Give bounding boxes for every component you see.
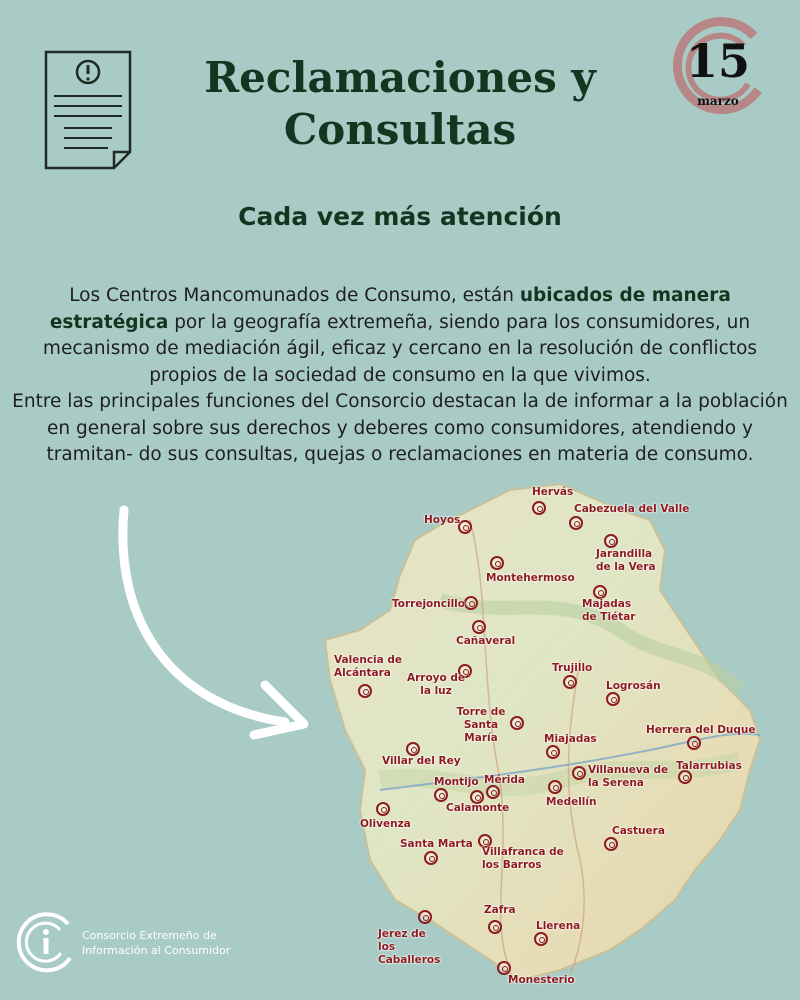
map-marker <box>546 745 560 759</box>
map-marker <box>490 556 504 570</box>
town-label-trujillo: Trujillo <box>552 662 593 674</box>
town-label-villanueva: Villanueva de la Serena <box>588 764 669 789</box>
map-marker <box>548 780 562 794</box>
town-label-miajadas: Miajadas <box>544 733 597 745</box>
map-marker <box>486 785 500 799</box>
arrow-icon <box>100 500 320 740</box>
map-marker <box>424 851 438 865</box>
town-label-torre-santa-maria: Torre de Santa María <box>456 706 506 744</box>
town-label-herrera: Herrera del Duque <box>646 724 756 736</box>
map-marker <box>472 620 486 634</box>
town-label-villar-del-rey: Villar del Rey <box>382 755 461 767</box>
map-marker <box>376 802 390 816</box>
town-label-calamonte: Calamonte <box>446 802 510 814</box>
extremadura-map <box>320 480 800 1000</box>
town-label-hervas: Hervás <box>532 486 574 498</box>
body-text <box>12 283 788 469</box>
map-marker <box>687 736 701 750</box>
paragraph-1: Los Centros Mancomunados de Consumo, están ubicados de manera estratégica por la geografía extremeña, siendo para los consumidores, un mecanismo de mediación ágil, eficaz y cercano en la resolución de conflictos propios de la sociedad de consumo en la que vivimos. <box>42 285 758 386</box>
map-marker <box>532 501 546 515</box>
paragraph-2: Entre las principales funciones del Consorcio destacan la de informar a la población en general sobre sus derechos y deberes como consumidores, atendiendo y tramitan- do sus consultas, quejas o reclamaciones en materia de consumo. <box>12 391 788 465</box>
town-label-santa-marta: Santa Marta <box>400 838 473 850</box>
town-label-canaveral: Cañaveral <box>456 635 516 647</box>
town-label-jarandilla: Jarandilla de la Vera <box>596 548 656 573</box>
map-marker <box>358 684 372 698</box>
map-marker <box>497 961 511 975</box>
map-marker <box>604 534 618 548</box>
town-label-villafranca: Villafranca de los Barros <box>482 846 564 871</box>
subtitle: Cada vez más atención <box>238 202 562 231</box>
map-marker <box>434 788 448 802</box>
town-label-llerena: Llerena <box>536 920 581 932</box>
map-marker <box>572 766 586 780</box>
badge-number: 15 <box>685 34 750 88</box>
map-marker <box>488 920 502 934</box>
town-label-merida: Mérida <box>484 774 525 786</box>
town-label-olivenza: Olivenza <box>360 818 411 830</box>
town-label-medellin: Medellín <box>546 796 597 808</box>
map-marker <box>534 932 548 946</box>
map-marker <box>606 692 620 706</box>
map-marker <box>563 675 577 689</box>
consorcio-logo-text: Consorcio Extremeño de Información al Consumidor <box>82 929 231 957</box>
document-warning-icon <box>42 48 134 172</box>
town-label-monesterio: Monesterio <box>508 974 575 986</box>
title-line-1: Reclamaciones y <box>204 53 596 102</box>
town-label-zafra: Zafra <box>484 904 516 916</box>
bold-phrase: ubicados de manera estratégica <box>49 285 731 333</box>
town-label-hoyos: Hoyos <box>424 514 461 526</box>
title-line-2: Consultas <box>283 105 517 154</box>
page-title <box>150 52 650 156</box>
map-marker <box>406 742 420 756</box>
town-label-montehermoso: Montehermoso <box>486 572 575 584</box>
map-marker <box>464 596 478 610</box>
town-label-cabezuela: Cabezuela del Valle <box>574 503 690 515</box>
map-marker <box>569 516 583 530</box>
map-marker <box>593 585 607 599</box>
map-marker <box>418 910 432 924</box>
town-label-jerez: Jerez de los Caballeros <box>378 928 441 966</box>
town-label-castuera: Castuera <box>612 825 665 837</box>
badge-label: marzo <box>697 94 739 108</box>
date-badge <box>666 14 770 118</box>
town-label-logrosan: Logrosán <box>606 680 661 692</box>
town-label-torrejoncillo: Torrejoncillo <box>392 598 465 610</box>
town-label-valencia: Valencia de Alcántara <box>334 654 403 679</box>
map-marker <box>604 837 618 851</box>
town-label-majadas: Majadas de Tiétar <box>582 598 636 623</box>
consorcio-logo-icon <box>14 910 78 974</box>
town-label-talarrubias: Talarrubias <box>676 760 742 772</box>
town-label-arroyo: Arroyo de la luz <box>406 672 466 697</box>
town-label-montijo: Montijo <box>434 776 479 788</box>
